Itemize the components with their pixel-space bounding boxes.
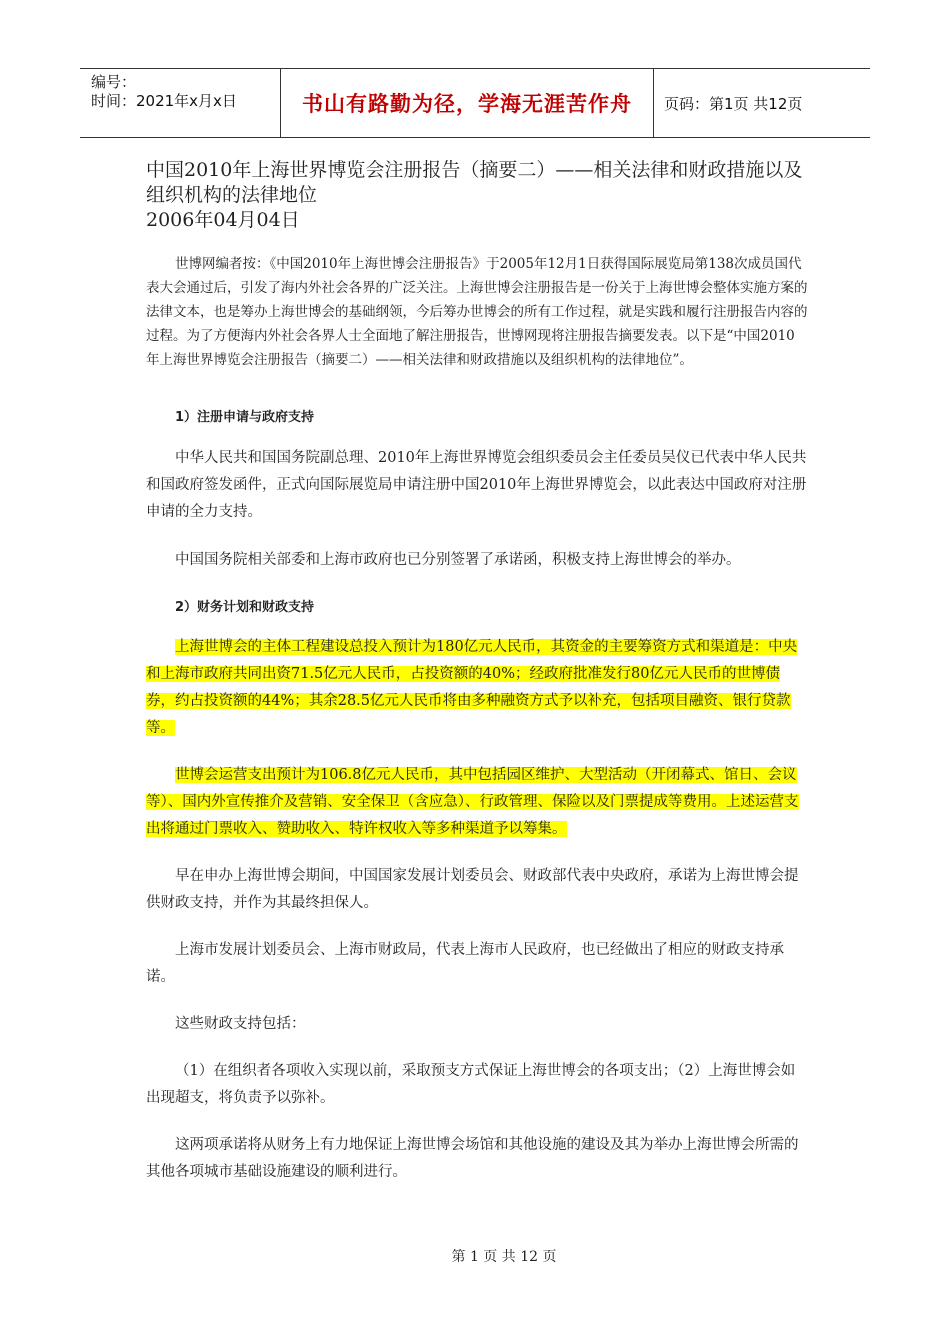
document-title — [146, 158, 816, 233]
document-date: 2006年04月04日 — [146, 209, 300, 231]
section-2-paragraph-4: 上海市发展计划委员会、上海市财政局，代表上海市人民政府，也已经做出了相应的财政支持承诺。 — [146, 942, 784, 985]
section-2-paragraph-1 — [146, 634, 808, 742]
number-label: 编号： — [91, 73, 137, 91]
editor-note: 世博网编者按：《中国2010年上海世博会注册报告》于2005年12月1日获得国际展览局第138次成员国代表大会通过后，引发了海内外社会各界的广泛关注。上海世博会注册报告是一份关于上海世博会整体实施方案的法律文本，也是筹办上海世博会的基础纲领，今后筹办世博会的所有工作过程，就是实践和履行注册报告内容的过程。为了方便海内外社会各界人士全面地了解注册报告，世博网现将注册报告摘要发表。以下是“中国2010年上海世界博览会注册报告（摘要二）——相关法律和财政措施以及组织机构的法律地位”。 — [146, 256, 808, 368]
section-1-heading: 1）注册申请与政府支持 — [175, 410, 315, 425]
title-line-2: 组织机构的法律地位 — [146, 184, 318, 206]
header-meta — [80, 69, 281, 137]
section-2-paragraph-6: （1）在组织者各项收入实现以前，采取预支方式保证上海世博会的各项支出；（2）上海世博会如出现超支，将负责予以弥补。 — [146, 1063, 796, 1106]
document-header — [80, 68, 870, 138]
section-2-heading: 2）财务计划和财政支持 — [175, 600, 315, 615]
section-1-paragraph-2: 中国国务院相关部委和上海市政府也已分别签署了承诺函，积极支持上海世博会的举办。 — [175, 552, 741, 568]
time-label: 时间：2021年x月x日 — [91, 92, 237, 110]
highlighted-text: 世博会运营支出预计为106.8亿元人民币，其中包括园区维护、大型活动（开闭幕式、馆日、会议等）、国内外宣传推介及营销、安全保卫（含应急）、行政管理、保险以及门票提成等费用。上述运营支出将通过门票收入、赞助收入、特许权收入等多种渠道予以筹集。 — [146, 767, 799, 837]
section-2-paragraph-7: 这两项承诺将从财务上有力地保证上海世博会场馆和其他设施的建设及其为举办上海世博会所需的其他各项城市基础设施建设的顺利进行。 — [146, 1137, 799, 1180]
section-2-paragraph-5: 这些财政支持包括： — [175, 1016, 306, 1032]
header-page-info: 页码：第1页 共12页 — [664, 94, 803, 113]
section-1-paragraph-1: 中华人民共和国国务院副总理、2010年上海世界博览会组织委员会主任委员吴仪已代表中华人民共和国政府签发函件，正式向国际展览局申请注册中国2010年上海世界博览会，以此表达中国政府对注册申请的全力支持。 — [146, 450, 807, 520]
highlighted-text: 上海世博会的主体工程建设总投入预计为180亿元人民币，其资金的主要筹资方式和渠道是：中央和上海市政府共同出资71.5亿元人民币，占投资额的40%；经政府批准发行80亿元人民币的世博债券，约占投资额的44%；其余28.5亿元人民币将由多种融资方式予以补充，包括项目融资、银行贷款等。 — [146, 639, 798, 736]
document-body — [146, 252, 808, 1186]
section-2-paragraph-3: 早在申办上海世博会期间，中国国家发展计划委员会、财政部代表中央政府，承诺为上海世博会提供财政支持，并作为其最终担保人。 — [146, 868, 799, 911]
page-footer: 第 1 页 共 12 页 — [451, 1249, 557, 1265]
title-line-1: 中国2010年上海世界博览会注册报告（摘要二）——相关法律和财政措施以及 — [146, 159, 803, 181]
header-motto: 书山有路勤为径，学海无涯苦作舟 — [281, 69, 654, 137]
section-2-paragraph-2 — [146, 762, 808, 843]
